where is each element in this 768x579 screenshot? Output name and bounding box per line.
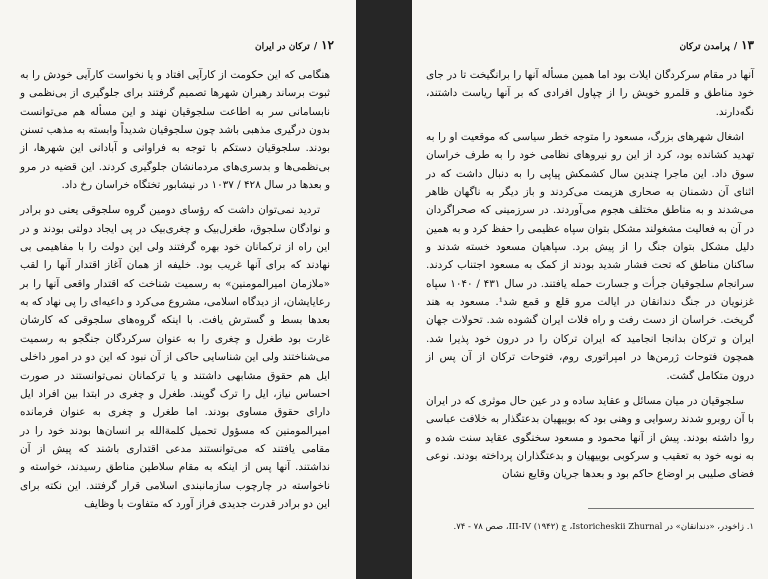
running-title: ترکان در ایران [255,42,310,52]
header-separator: / [313,42,318,52]
paragraph: تردید نمی‌توان داشت که رؤسای دومین گروه سلجوقی یعنی دو برادر و نوادگان سلجوق، طغرل‌بیک و چغری‌بیک در پی ایجاد دولتی بودند و در این راه از ترکمانان خود بهره گرفتند ولی این دولت را با مفاهیمی بی نهادند که برای آنها غریب بود. خلیفه از همان آغاز اقتدار آنها را لقب «ملازمان امیرالمومنین» به رسمیت شناخت که اقتدار واقعی آنها را بر رعایایشان، از دیدگاه اسلامی، مشروع می‌کرد و داعیه‌ای را پی نهاد که به بعدها بسط و گسترش یافت. با اینکه گروه‌های سلجوقی که کارشان غارت بود طغرل و چغری را به عنوان سرکردگان جنگجو به رسمیت می‌شناختند ولی این شناسایی حاکی از آن نبود که این دو در امور داخلی ایل هم حقوق مشابهی داشتند و یا ترکمانان نمی‌توانستند در صورت احساس نیاز، ایل را ترک گویند. طغرل و چغری در ابتدا بین افراد ایل دارای حقوق مساوی بودند. اما طغرل و چغری به عنوان فرمانده امیرالمومنین که مسؤول تحمیل کلمةالله بر انسان‌ها بودند خود را در مقامی یافتند که می‌توانستند مدعی اقتداری باشند که پیش از آن نداشتند. آنها پس از اینکه به مقام سلاطین مناطق رسیدند، خواسته و ناخواسته در چارچوب سازمانبندی اسلامی قرار گرفتند. این نکته برای این دو برادر قدرت جدیدی فراز آورد که متفاوت با وظایف [20,204,330,510]
page-number: ۱۲ [321,38,334,52]
book-gutter [356,0,412,579]
page-header [255,38,334,52]
left-page [0,0,356,579]
footnote-divider [588,508,754,509]
header-separator: / [733,42,738,52]
page-header [679,38,754,52]
paragraph: سلجوقیان در میان مسائل و عقاید ساده و در عین حال موثری که در ایران با آن روبرو شدند رسوایی و وهنی بود که بوییهیان بدعتگذار به خلافت عباسی روا داشته بودند. پیش از آنها محمود و مسعود سخنگوی عقاید سنت شده و به نوبه خود به تعقیب و سرکوبی بوییهیان و بدعتگذاران پرداخته بودند. نوعی فضای صلیبی‌ بر اوضاع حاکم بود و بعدها جریان وقایع نشان [426,394,754,481]
paragraph: هنگامی که این حکومت از کارآیی افتاد و یا نخواست کارآیی خودش را به ثبوت برساند رهبران شهرها تصمیم گرفتند برای جلوگیری از بی‌نظمی و نابسامانی سر به اطاعت سلجوقیان نهند و این مسأله هم می‌توانست بدون درگیری مذهبی باشد چون سلجوقیان شدیداً وابسته به مذهب تسنن بودند. سلجوقیان دستکم با توجه به فراوانی و آبادانی این شهرها، از بی‌نظمی‌ها و بدسری‌های مردمانشان جلوگیری کردند. این قضیه در مرو و بعدها در سال ۴۲۸ / ۱۰۳۷ در نیشابور تختگاه خراسان رخ داد. [20,69,330,192]
right-page [412,0,768,579]
page-number: ۱۳ [741,38,754,52]
footnote: ۱. زاخودر، «دندانقان» در Istoricheskii Zhurnal، ج III-IV (۱۹۴۲)، صص ۷۸ - ۷۴. [453,522,754,532]
page-body [20,66,330,513]
running-title: پرامدن ترکان [679,42,730,52]
page-body [426,66,754,484]
paragraph: آنها در مقام سرکردگان ایلات بود اما همین مسأله آنها را برانگیخت تا در جای خود مناطق و قلمرو خویش را از چپاول افرادی که بر آنها ریاست داشتند، نگه‌دارند. [426,69,754,118]
paragraph: اشغال شهرهای بزرگ، مسعود را متوجه خطر سیاسی که موقعیت او را به تهدید کشانده بود، کرد از این رو نیروهای نظامی خود را به طرف خراسان سوق داد. این ماجرا چندین سال کشمکش پیاپی را به دنبال داشت که در اثنای آن دشمنان به صحاری هزیمت می‌کردند و باز دیگر به ناگهان ظاهر می‌شدند و به مناطق مختلف هجوم می‌آوردند. در سرزمینی که صحراگردان در آن به فعالیت مشغولند مشکل بتوان سپاه عظیمی را حفظ کرد و به همین دلیل مشکل بتوان جنگ را از پیش برد. سپاهیان مسعود خسته شدند و ساکنان مناطق که تحت فشار شدید بودند از کمک به مسعود اجتناب کردند. سرانجام سلجوقیان جرأت و جسارت حمله یافتند. در سال ۴۳۱ / ۱۰۴۰ سپاه غزنویان در جنگ دندانقان در ایالت مرو قلع و قمع شد¹. مسعود به هند گریخت. خراسان از دست رفت و راه فلات ایران گشوده شد. تحولات جهان ایران و ترکان بدانجا انجامید که ایران ترکان را در درون خود پذیرا شد. همچون فتوحات ژرمن‌ها در امپراتوری روم، فتوحات ترکان از آن پس از درون متکامل گشت. [426,131,754,382]
